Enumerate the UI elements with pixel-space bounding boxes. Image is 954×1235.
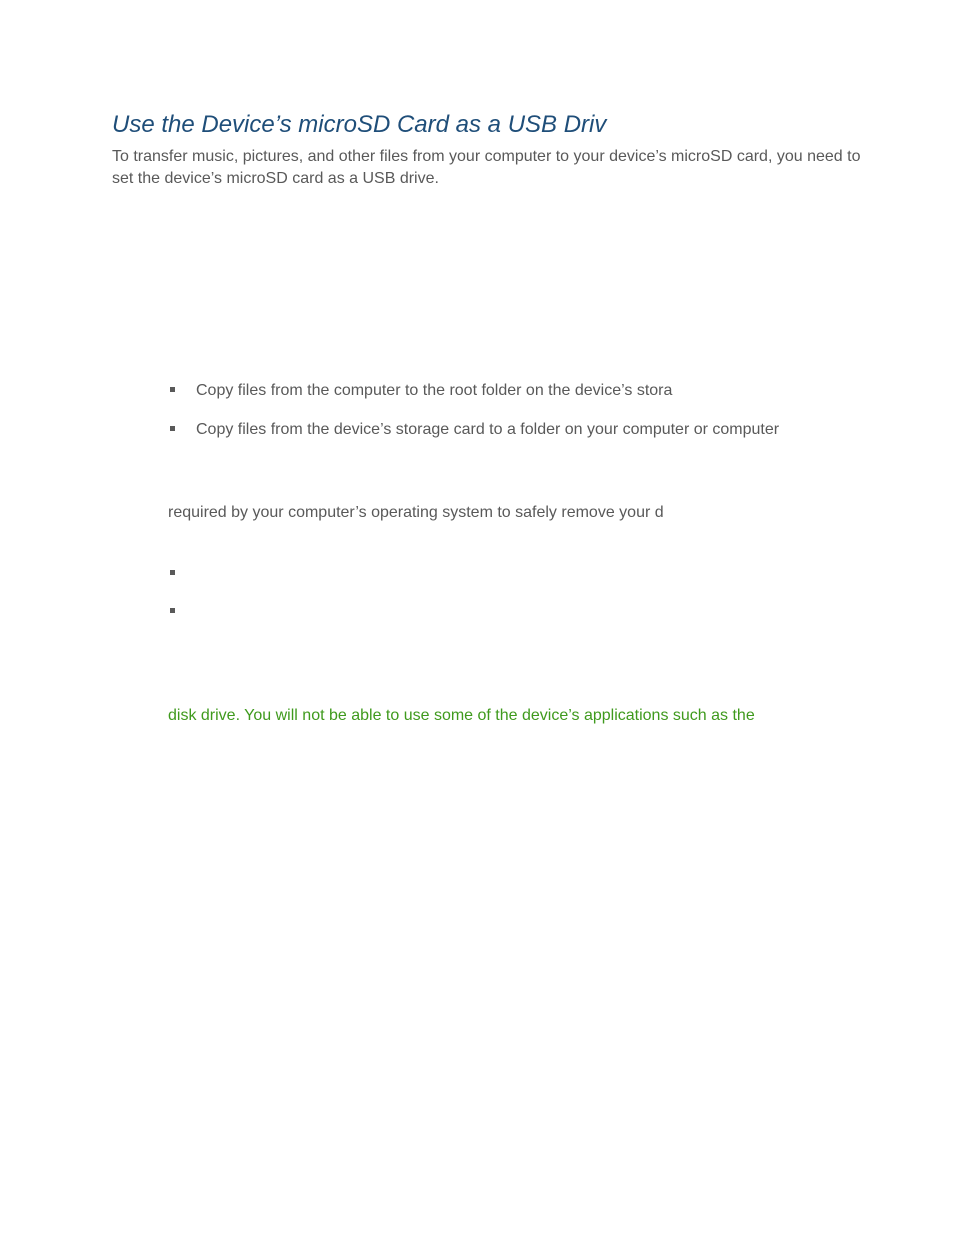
square-bullet-icon — [170, 426, 175, 431]
list-item — [168, 602, 196, 640]
tip-text: disk drive. You will not be able to use some of the device’s applications such as the — [168, 707, 755, 724]
square-bullet-icon — [170, 570, 175, 575]
list-item-text: Copy files from the computer to the root folder on the device’s stora — [196, 382, 673, 399]
empty-bullet-list — [168, 564, 196, 640]
list-item — [168, 381, 779, 420]
removal-note: required by your computer’s operating system to safely remove your d — [168, 504, 664, 521]
square-bullet-icon — [170, 608, 175, 613]
square-bullet-icon — [170, 387, 175, 392]
copy-files-list — [168, 381, 779, 459]
list-item — [168, 564, 196, 602]
list-item — [168, 420, 779, 459]
list-item-text: Copy files from the device’s storage card to a folder on your computer or computer — [196, 421, 780, 438]
intro-paragraph: To transfer music, pictures, and other files from your computer to your device’s microSD card, you need to set the device’s microSD card as a USB drive. — [112, 148, 861, 187]
section-heading: Use the Device’s microSD Card as a USB Driv — [112, 111, 607, 138]
